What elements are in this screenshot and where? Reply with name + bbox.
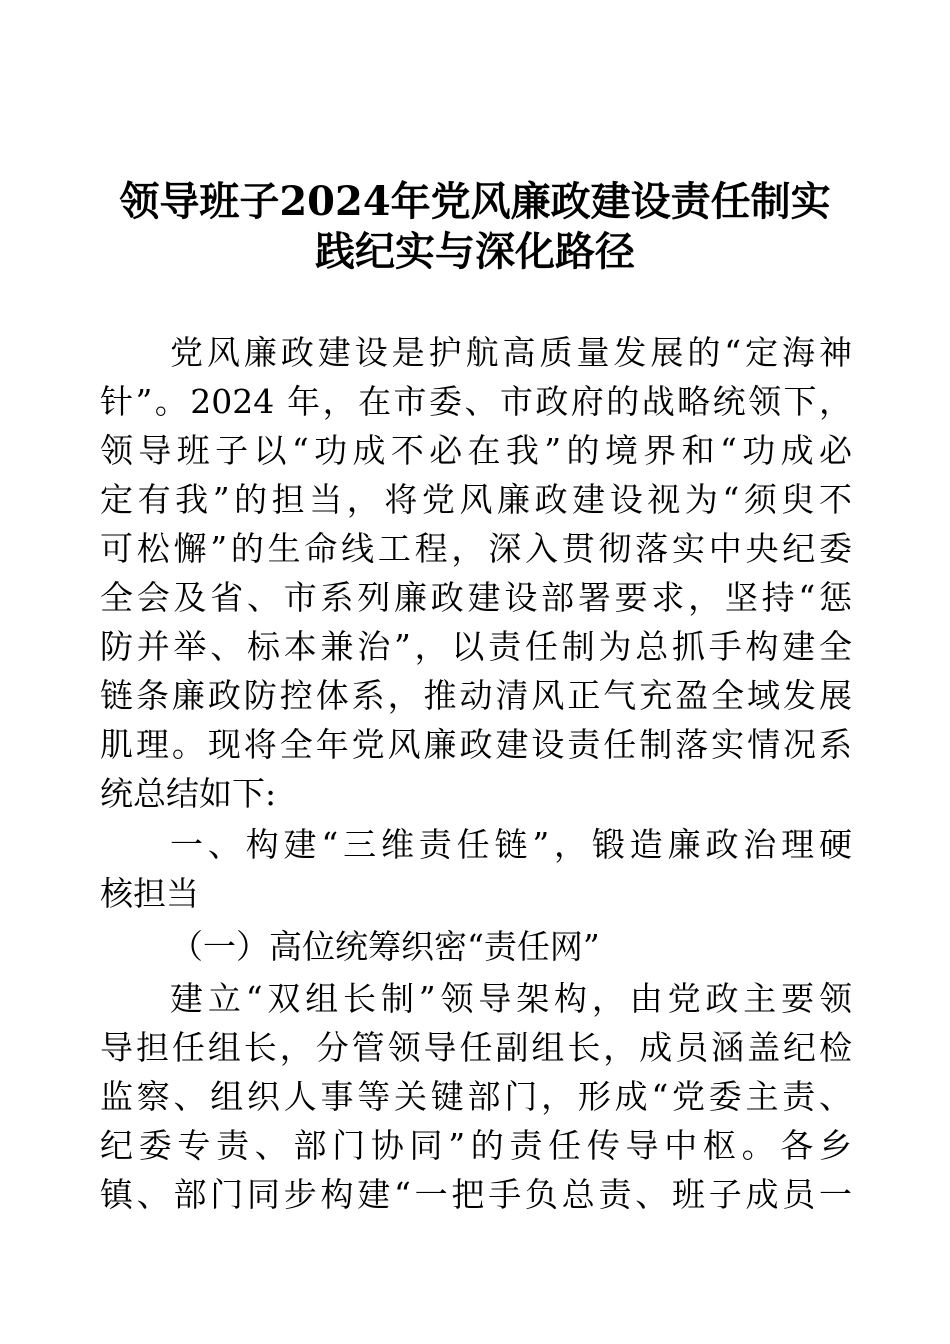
document-title-line-1: 领导班子2024年党风廉政建设责任制实 <box>119 178 831 225</box>
body-line-4: 纪委专责、部门协同”的责任传导中枢。各乡 <box>100 1126 852 1165</box>
intro-line-7: 防并举、标本兼治”，以责任制为总抓手构建全 <box>100 627 852 666</box>
section-heading-line-2: 核担当 <box>100 874 199 913</box>
intro-line-5: 可松懈”的生命线工程，深入贯彻落实中央纪委 <box>100 529 852 568</box>
intro-line-4: 定有我”的担当，将党风廉政建设视为“须臾不 <box>100 480 852 519</box>
intro-line-8: 链条廉政防控体系，推动清风正气充盈全域发展 <box>100 676 852 715</box>
body-line-2: 导担任组长，分管领导任副组长，成员涵盖纪检 <box>100 1028 852 1067</box>
intro-line-9: 肌理。现将全年党风廉政建设责任制落实情况系 <box>100 725 852 764</box>
body-line-1: 建立“双组长制”领导架构，由党政主要领 <box>170 979 852 1018</box>
intro-line-10: 统总结如下: <box>100 774 277 813</box>
subsection-heading: （一）高位统筹织密“责任网” <box>170 927 600 966</box>
body-line-3: 监察、组织人事等关键部门，形成“党委主责、 <box>100 1077 852 1116</box>
section-heading-line-1: 一、构建“三维责任链”，锻造廉政治理硬 <box>170 825 852 864</box>
intro-line-1: 党风廉政建设是护航高质量发展的“定海神 <box>170 333 852 372</box>
body-line-5: 镇、部门同步构建“一把手负总责、班子成员一 <box>100 1175 852 1214</box>
document-title-line-2: 践纪实与深化路径 <box>315 228 635 275</box>
intro-line-6: 全会及省、市系列廉政建设部署要求，坚持“惩 <box>100 578 852 617</box>
intro-line-3: 领导班子以“功成不必在我”的境界和“功成必 <box>100 431 852 470</box>
intro-line-2: 针”。2024 年，在市委、市政府的战略统领下， <box>100 382 852 421</box>
